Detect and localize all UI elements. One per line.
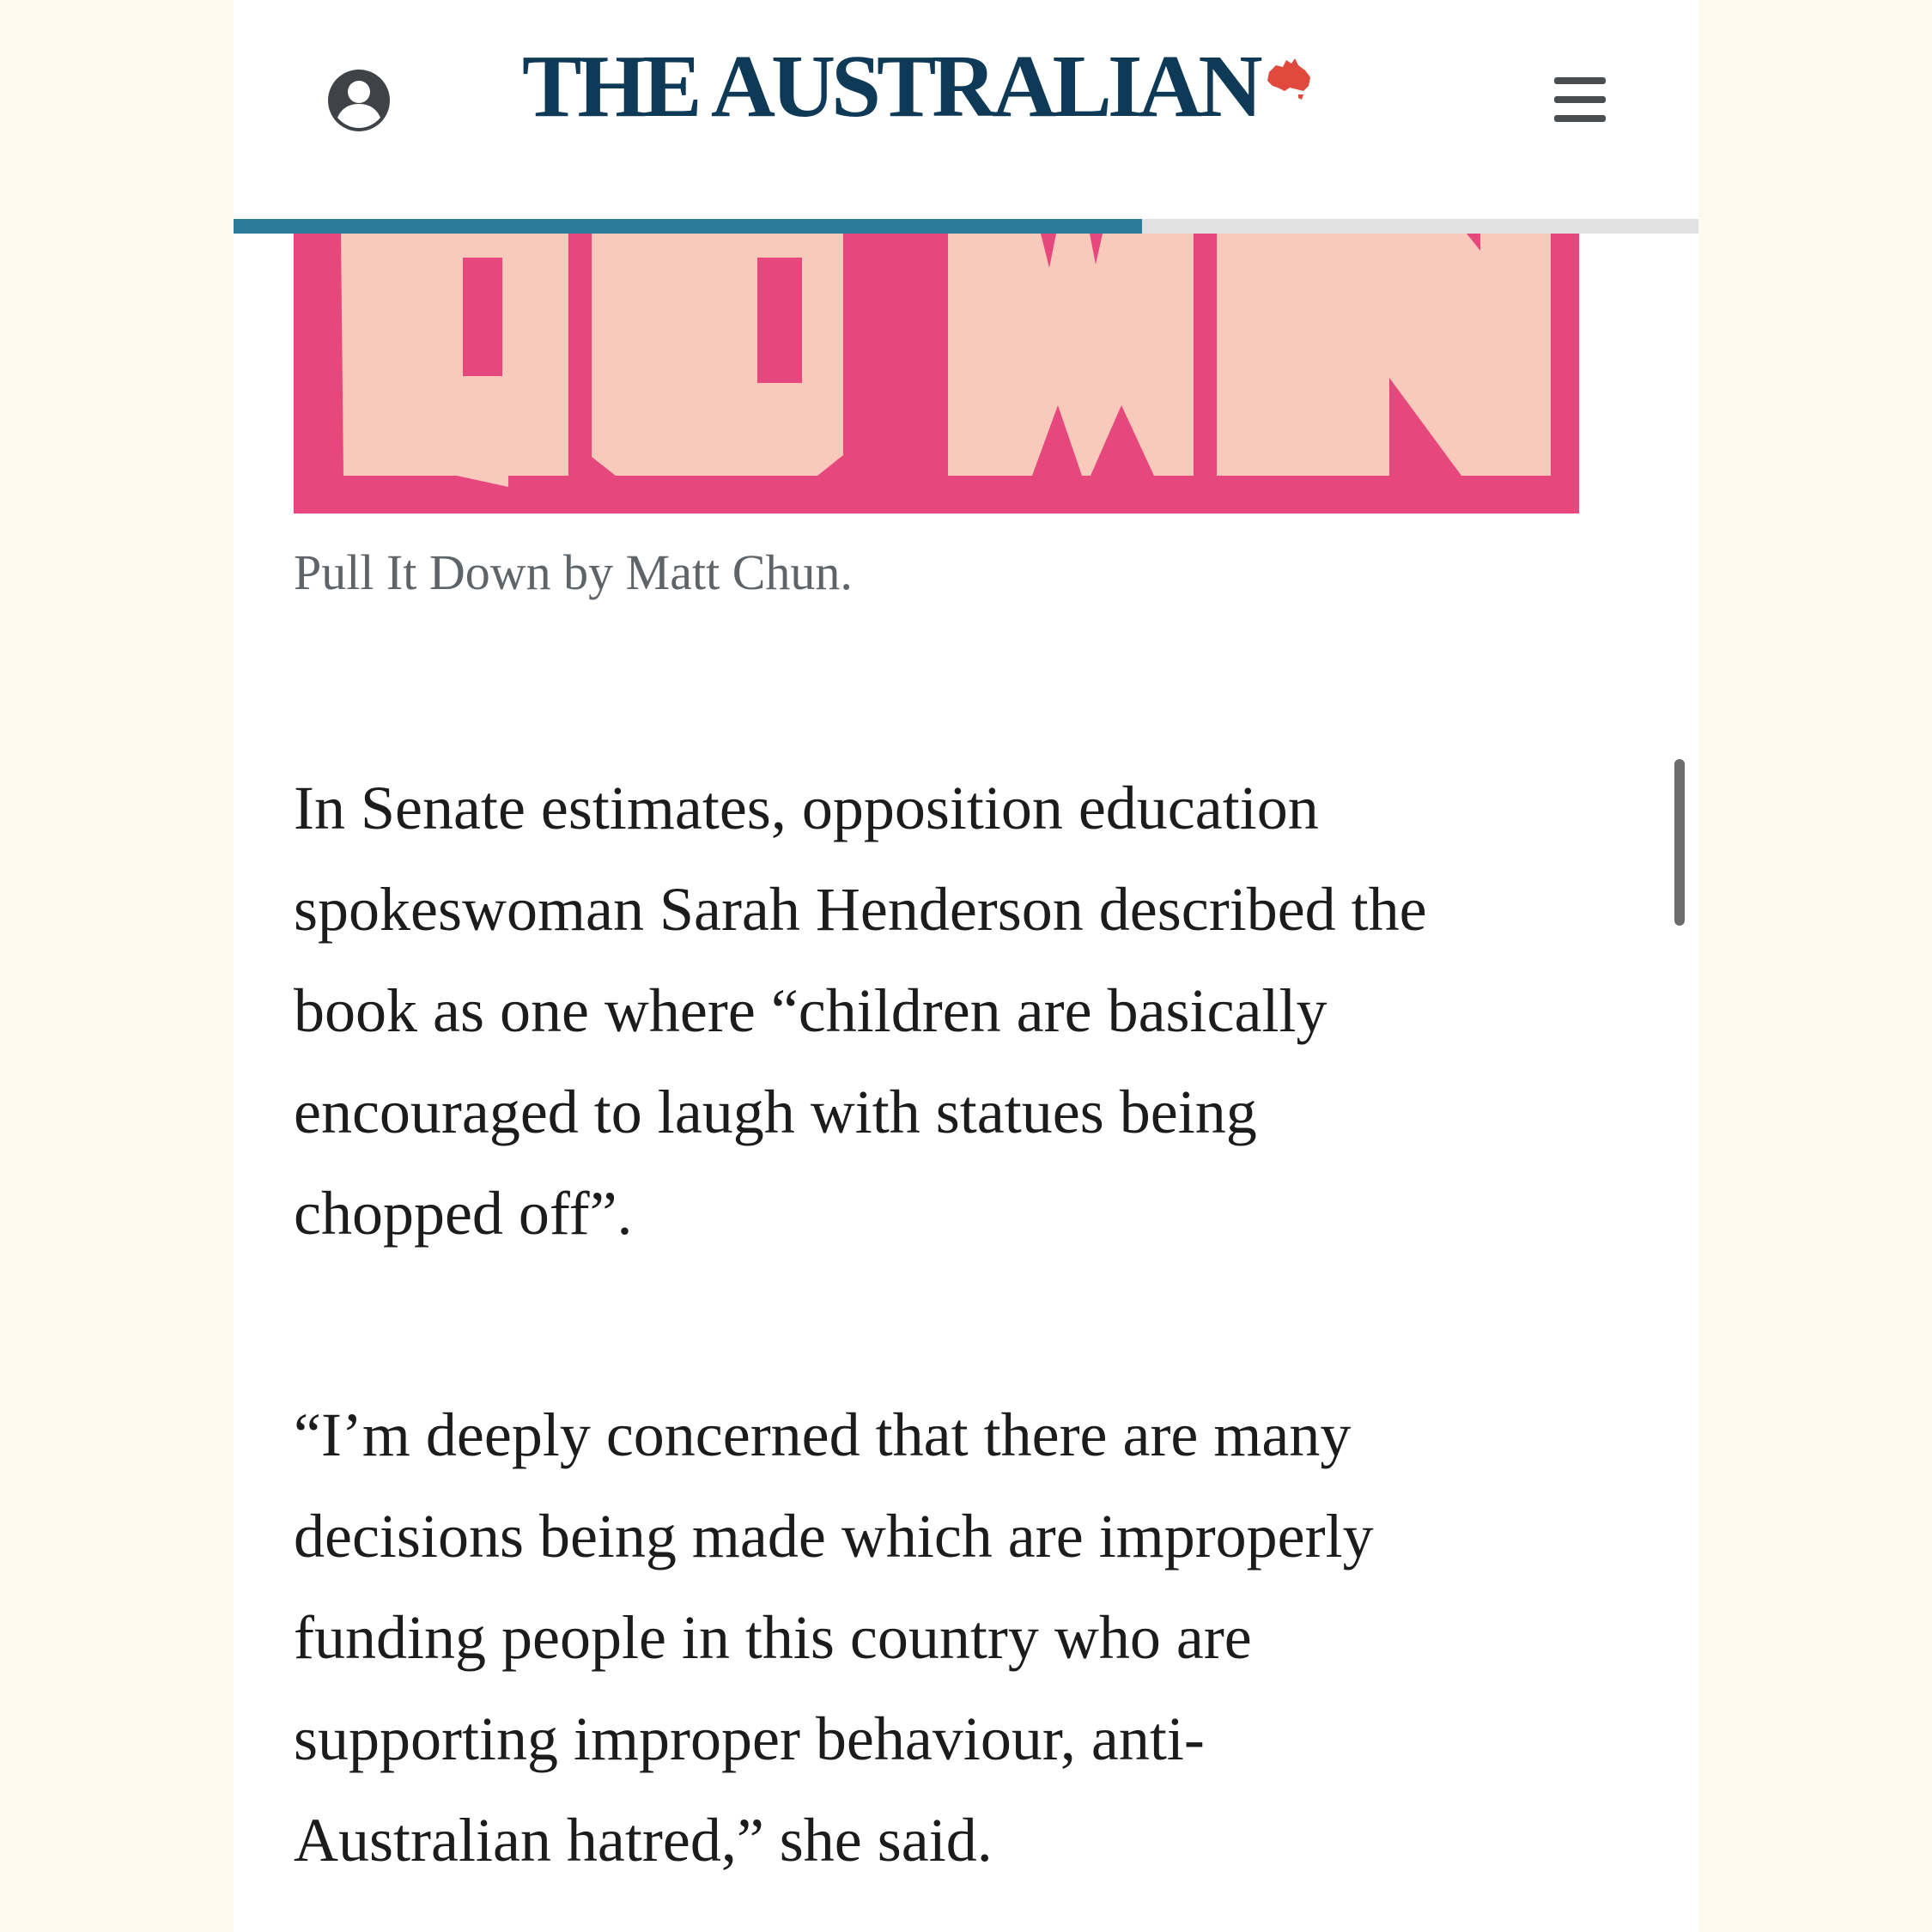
paragraph-line: encouraged to laugh with statues being bbox=[294, 1078, 1257, 1146]
paragraph-line: In Senate estimates, opposition education bbox=[294, 774, 1319, 842]
menu-button[interactable] bbox=[1547, 69, 1613, 131]
paragraph-line: funding people in this country who are bbox=[294, 1603, 1252, 1672]
australia-map-icon bbox=[1264, 57, 1314, 101]
reading-progress-bar bbox=[234, 219, 1698, 234]
account-circle-icon bbox=[323, 64, 395, 137]
site-logo[interactable] bbox=[522, 39, 1314, 143]
account-button[interactable] bbox=[323, 64, 395, 137]
book-cover-image[interactable] bbox=[294, 234, 1579, 513]
paragraph-line: “I’m deeply concerned that there are many bbox=[294, 1400, 1352, 1469]
site-header bbox=[234, 0, 1698, 219]
logo-text: THE AUSTRALIAN bbox=[522, 37, 1259, 136]
article-paragraph bbox=[294, 757, 1607, 1264]
reading-progress-fill bbox=[234, 219, 1142, 234]
scrollbar-thumb[interactable] bbox=[1674, 759, 1685, 926]
article-view bbox=[234, 0, 1698, 1932]
paragraph-line: chopped off”. bbox=[294, 1179, 633, 1248]
cover-lettering bbox=[294, 234, 1579, 513]
hamburger-menu-icon bbox=[1547, 69, 1613, 131]
article-paragraph bbox=[294, 1384, 1607, 1891]
paragraph-line: book as one where “children are basically bbox=[294, 976, 1327, 1045]
paragraph-line: decisions being made which are improperly bbox=[294, 1502, 1374, 1571]
paragraph-line: Australian hatred,” she said. bbox=[294, 1806, 993, 1874]
paragraph-line: supporting improper behaviour, anti- bbox=[294, 1704, 1205, 1773]
paragraph-line: spokeswoman Sarah Henderson described the bbox=[294, 875, 1427, 944]
image-caption: Pull It Down by Matt Chun. bbox=[294, 544, 853, 600]
